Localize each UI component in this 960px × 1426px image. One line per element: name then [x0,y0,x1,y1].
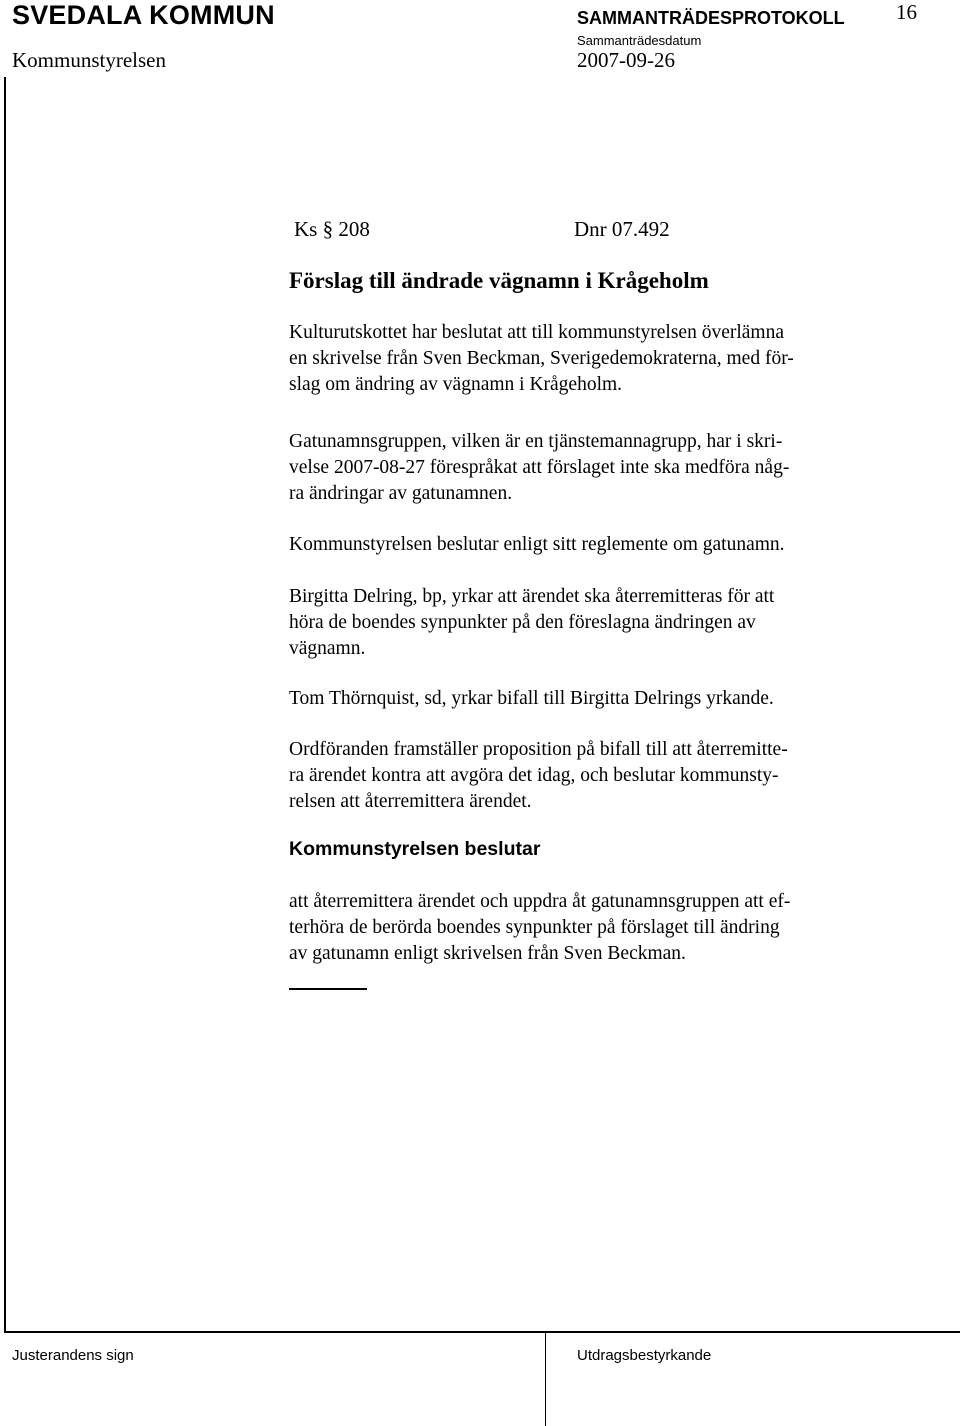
paragraph-line: ra ärendet kontra att avgöra det idag, och beslutar kommunsty- [289,765,779,786]
paragraph-line: Tom Thörnquist, sd, yrkar bifall till Birgitta Delrings yrkande. [289,688,774,709]
case-title: Förslag till ändrade vägnamn i Krågeholm [289,268,709,293]
paragraph-line: en skrivelse från Sven Beckman, Sverigedemokraterna, med för- [289,348,794,369]
document-type: SAMMANTRÄDESPROTOKOLL [577,8,845,28]
paragraph-line: Ordföranden framställer proposition på bifall till att återremitte- [289,739,788,760]
organization-name: SVEDALA KOMMUN [12,0,275,30]
paragraph-line: vägnamn. [289,638,366,659]
paragraph-background [289,320,889,398]
paragraph-street-name-group [289,429,889,507]
paragraph-line: Birgitta Delring, bp, yrkar att ärendet ska återremitteras för att [289,586,775,607]
committee-name: Kommunstyrelsen [12,48,166,72]
meeting-date-label: Sammanträdesdatum [577,33,702,48]
footer-divider [4,1331,960,1333]
section-reference: Ks § 208 [294,217,370,241]
certification-field-label: Utdragsbestyrkande [577,1347,712,1364]
paragraph-motion-delring [289,584,889,662]
meeting-date: 2007-09-26 [577,48,675,72]
paragraph-line: Kulturutskottet har beslutat att till kommunstyrelsen överlämna [289,322,784,343]
paragraph-motion-thornquist [289,686,889,712]
paragraph-line: att återremittera ärendet och uppdra åt gatunamnsgruppen att ef- [289,891,791,912]
paragraph-line: terhöra de berörda boendes synpunkter på förslaget till ändring [289,917,780,938]
paragraph-line: slag om ändring av vägnamn i Krågeholm. [289,374,623,395]
end-of-section-rule [289,988,367,990]
paragraph-line: relsen att återremittera ärendet. [289,791,532,812]
decision-text [289,889,889,967]
signature-field-label: Justerandens sign [12,1347,134,1364]
paragraph-line: höra de boendes synpunkter på den föreslagna ändringen av [289,612,756,633]
decision-heading: Kommunstyrelsen beslutar [289,838,541,860]
footer-column-divider [545,1333,546,1426]
diary-number: Dnr 07.492 [574,217,670,241]
paragraph-proposition [289,737,889,815]
paragraph-regulation [289,532,889,558]
paragraph-line: av gatunamn enligt skrivelsen från Sven Beckman. [289,943,686,964]
paragraph-line: Gatunamnsgruppen, vilken är en tjänstemannagrupp, har i skri- [289,431,783,452]
left-margin-line [4,77,6,1333]
page-number: 16 [896,0,917,24]
paragraph-line: ra ändringar av gatunamnen. [289,483,513,504]
paragraph-line: Kommunstyrelsen beslutar enligt sitt reglemente om gatunamn. [289,534,785,555]
paragraph-line: velse 2007-08-27 förespråkat att förslaget inte ska medföra någ- [289,457,790,478]
